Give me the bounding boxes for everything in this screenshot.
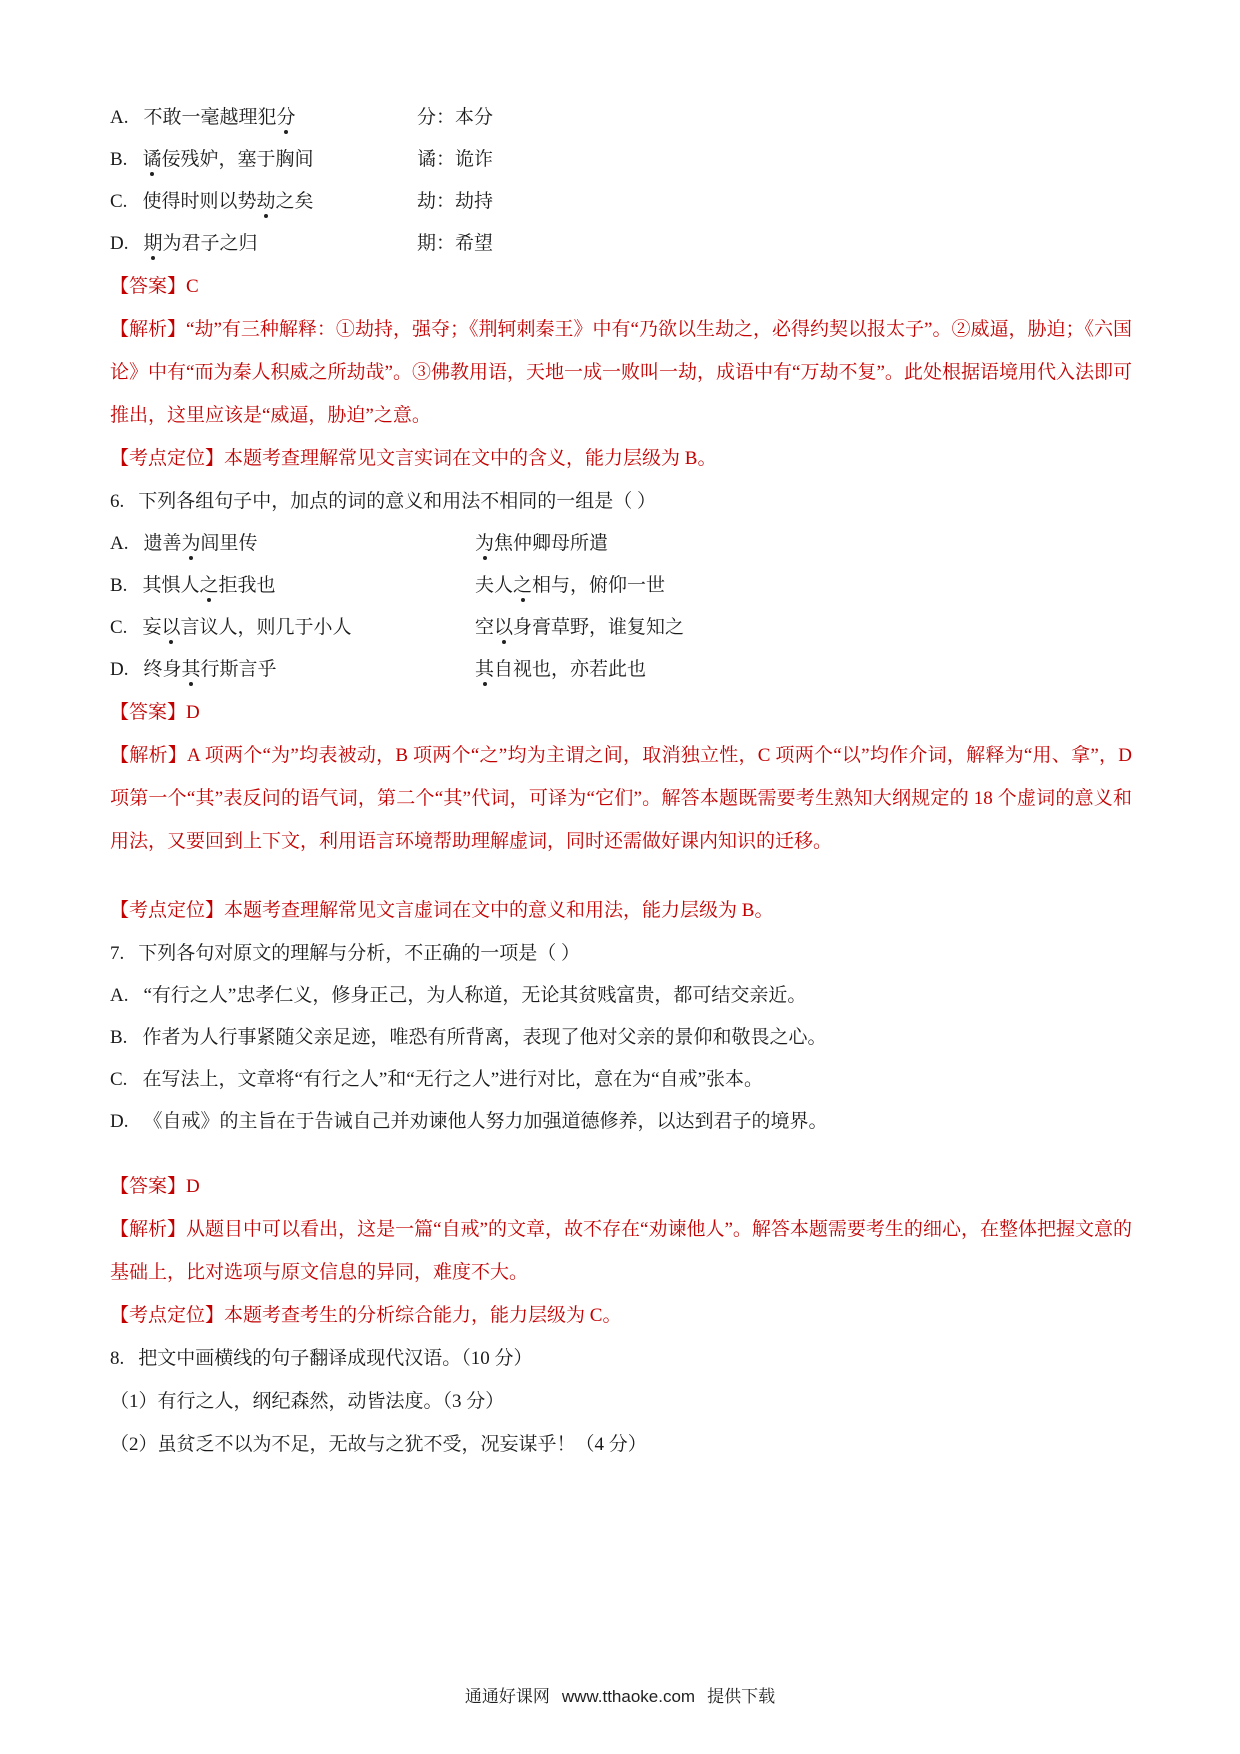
- option-label: B.: [110, 575, 128, 596]
- emphasized-char: 劫: [256, 191, 276, 212]
- q5-kaodian: [110, 437, 1132, 480]
- option-text: 拒我也: [218, 575, 276, 596]
- option-right: [475, 649, 646, 691]
- question-6-options: [110, 523, 1132, 691]
- document-content: [110, 97, 1132, 1466]
- option-text: 相与，俯仰一世: [532, 575, 666, 596]
- analysis-tag: 【解析】: [110, 319, 187, 340]
- answer-value: D: [186, 702, 200, 723]
- emphasized-char: 其: [475, 659, 495, 680]
- option-text: 言议人，则几于小人: [180, 617, 352, 638]
- emphasized-char: 之: [199, 575, 219, 596]
- emphasized-char: 之: [513, 575, 533, 596]
- option-text: 终身: [143, 659, 182, 680]
- option-label: A.: [110, 985, 129, 1006]
- question-number: 6.: [110, 491, 125, 512]
- q7-stem-line: [110, 932, 1132, 975]
- question-stem: 把文中画横线的句子翻译成现代汉语。（10 分）: [138, 1348, 533, 1369]
- emphasized-char: 为: [181, 533, 201, 554]
- option-label: D.: [110, 233, 129, 254]
- q7-analysis: [110, 1208, 1132, 1294]
- emphasized-char: 以: [161, 617, 181, 638]
- answer-tag: 【答案】: [110, 702, 187, 723]
- option-text: 夫人: [475, 575, 514, 596]
- option-label: B.: [110, 149, 128, 170]
- option-text: 作者为人行事紧随父亲足迹，唯恐有所背离，表现了他对父亲的景仰和敬畏之心。: [142, 1027, 827, 1048]
- option-row-a: [110, 975, 1132, 1017]
- analysis-text: 从题目中可以看出，这是一篇“自戒”的文章，故不存在“劝谏他人”。解答本题需要考生的细心，在整体把握文意的基础上，比对选项与原文信息的异同，难度不大。: [110, 1219, 1132, 1283]
- option-text: 焦仲卿母所遣: [494, 533, 609, 554]
- emphasized-char: 为: [475, 533, 495, 554]
- emphasized-char: 期: [143, 233, 163, 254]
- question-7-options: [110, 975, 1132, 1143]
- q8-translation-part-1: （1）有行之人，纲纪森然，动皆法度。（3 分）: [110, 1391, 505, 1412]
- option-text: 《自戒》的主旨在于告诫自己并劝谏他人努力加强道德修养，以达到君子的境界。: [143, 1111, 828, 1132]
- option-left: [110, 181, 417, 223]
- q5-answer-line: [110, 265, 1132, 308]
- analysis-text: “劫”有三种解释：①劫持，强夺；《荆轲刺秦王》中有“乃欲以生劫之，必得约契以报太子”。②威逼，胁迫；《六国论》中有“而为秦人积威之所劫哉”。③佛教用语，天地一成一败叫一劫，成语中有“万劫不复”。此处根据语境用代入法即可推出，这里应该是“威逼，胁迫”之意。: [110, 319, 1132, 426]
- q7-answer-line: [110, 1165, 1132, 1208]
- q6-kaodian: [110, 889, 1132, 932]
- option-left: [110, 649, 475, 691]
- option-text: “有行之人”忠孝仁义，修身正己，为人称道，无论其贫贱富贵，都可结交亲近。: [143, 985, 807, 1006]
- option-text: 不敢一毫越理犯: [143, 107, 277, 128]
- option-left: [110, 139, 417, 181]
- option-row-d: [110, 223, 1132, 265]
- option-row-a: [110, 97, 1132, 139]
- option-row-a: [110, 523, 1132, 565]
- option-label: C.: [110, 191, 128, 212]
- kaodian-tag: 【考点定位】: [110, 1305, 225, 1326]
- option-row-c: [110, 1059, 1132, 1101]
- option-right: [475, 565, 665, 607]
- option-right: [475, 523, 608, 565]
- option-text: 之矣: [275, 191, 314, 212]
- option-row-c: [110, 181, 1132, 223]
- q8-translation-part-2: （2）虽贫乏不以为不足，无故与之犹不受，况妄谋乎！（4 分）: [110, 1434, 647, 1455]
- answer-tag: 【答案】: [110, 1176, 187, 1197]
- q5-analysis: [110, 308, 1132, 437]
- analysis-tag: 【解析】: [110, 1219, 187, 1240]
- option-label: C.: [110, 617, 128, 638]
- question-stem: 下列各组句子中，加点的词的意义和用法不相同的一组是（ ）: [138, 491, 657, 512]
- kaodian-tag: 【考点定位】: [110, 900, 225, 921]
- option-left: [110, 97, 417, 139]
- q6-stem-line: [110, 480, 1132, 523]
- question-stem: 下列各句对原文的理解与分析，不正确的一项是（ ）: [138, 943, 581, 964]
- option-right: [475, 607, 684, 649]
- option-label: A.: [110, 107, 129, 128]
- option-text: 妄: [142, 617, 162, 638]
- option-text: 闾里传: [200, 533, 258, 554]
- emphasized-char: 其: [181, 659, 201, 680]
- option-gloss: 劫：劫持: [417, 191, 494, 212]
- option-gloss: 谲：诡诈: [417, 149, 494, 170]
- option-text: 在写法上，文章将“有行之人”和“无行之人”进行对比，意在为“自戒”张本。: [142, 1069, 764, 1090]
- option-left: [110, 607, 475, 649]
- option-row-b: [110, 1017, 1132, 1059]
- emphasized-char: 分: [276, 107, 296, 128]
- footer-site-name: 通通好课网: [464, 1687, 550, 1706]
- analysis-tag: 【解析】: [110, 745, 188, 766]
- option-label: D.: [110, 1111, 129, 1132]
- option-gloss: 分：本分: [417, 107, 494, 128]
- footer-site-url: www.tthaoke.com: [561, 1687, 696, 1706]
- kaodian-text: 本题考查考生的分析综合能力，能力层级为 C。: [224, 1305, 622, 1326]
- q7-kaodian: [110, 1294, 1132, 1337]
- option-text: 自视也，亦若此也: [494, 659, 647, 680]
- option-text: 身膏草野，谁复知之: [513, 617, 685, 638]
- option-text: 为君子之归: [162, 233, 258, 254]
- option-text: 佞残妒，塞于胸间: [161, 149, 314, 170]
- option-label: C.: [110, 1069, 128, 1090]
- q8-stem-line: [110, 1337, 1132, 1380]
- option-gloss: 期：希望: [417, 233, 494, 254]
- option-left: [110, 223, 417, 265]
- option-text: 行斯言乎: [200, 659, 277, 680]
- emphasized-char: 谲: [142, 149, 162, 170]
- option-row-b: [110, 565, 1132, 607]
- option-left: [110, 565, 475, 607]
- option-row-b: [110, 139, 1132, 181]
- q6-analysis: [110, 734, 1132, 863]
- option-row-c: [110, 607, 1132, 649]
- emphasized-char: 以: [494, 617, 514, 638]
- option-label: B.: [110, 1027, 128, 1048]
- option-left: [110, 523, 475, 565]
- answer-tag: 【答案】: [110, 276, 187, 297]
- analysis-text: A 项两个“为”均表被动，B 项两个“之”均为主谓之间，取消独立性，C 项两个“以”均作介词，解释为“用、拿”，D 项第一个“其”表反问的语气词，第二个“其”代词，可译为“它们”。解答本题既需要考生熟知大纲规定的 18 个虚词的意义和用法，又要回到上下文，利用语言环境帮助理解虚词，同时还需做好课内知识的迁移。: [110, 745, 1132, 852]
- option-label: D.: [110, 659, 129, 680]
- option-label: A.: [110, 533, 129, 554]
- kaodian-text: 本题考查理解常见文言实词在文中的含义，能力层级为 B。: [224, 448, 717, 469]
- footer-download-note: 提供下载: [707, 1687, 776, 1706]
- option-row-d: [110, 649, 1132, 691]
- question-5-options: [110, 97, 1132, 265]
- q6-answer-line: [110, 691, 1132, 734]
- kaodian-text: 本题考查理解常见文言虚词在文中的意义和用法，能力层级为 B。: [224, 900, 774, 921]
- option-text: 遗善: [143, 533, 182, 554]
- kaodian-tag: 【考点定位】: [110, 448, 225, 469]
- question-number: 7.: [110, 943, 125, 964]
- option-row-d: [110, 1101, 1132, 1143]
- answer-value: C: [186, 276, 199, 297]
- option-text: 其惧人: [142, 575, 200, 596]
- question-number: 8.: [110, 1348, 125, 1369]
- answer-value: D: [186, 1176, 200, 1197]
- option-text: 使得时则以势: [142, 191, 257, 212]
- page-footer: [0, 1682, 1240, 1707]
- option-text: 空: [475, 617, 495, 638]
